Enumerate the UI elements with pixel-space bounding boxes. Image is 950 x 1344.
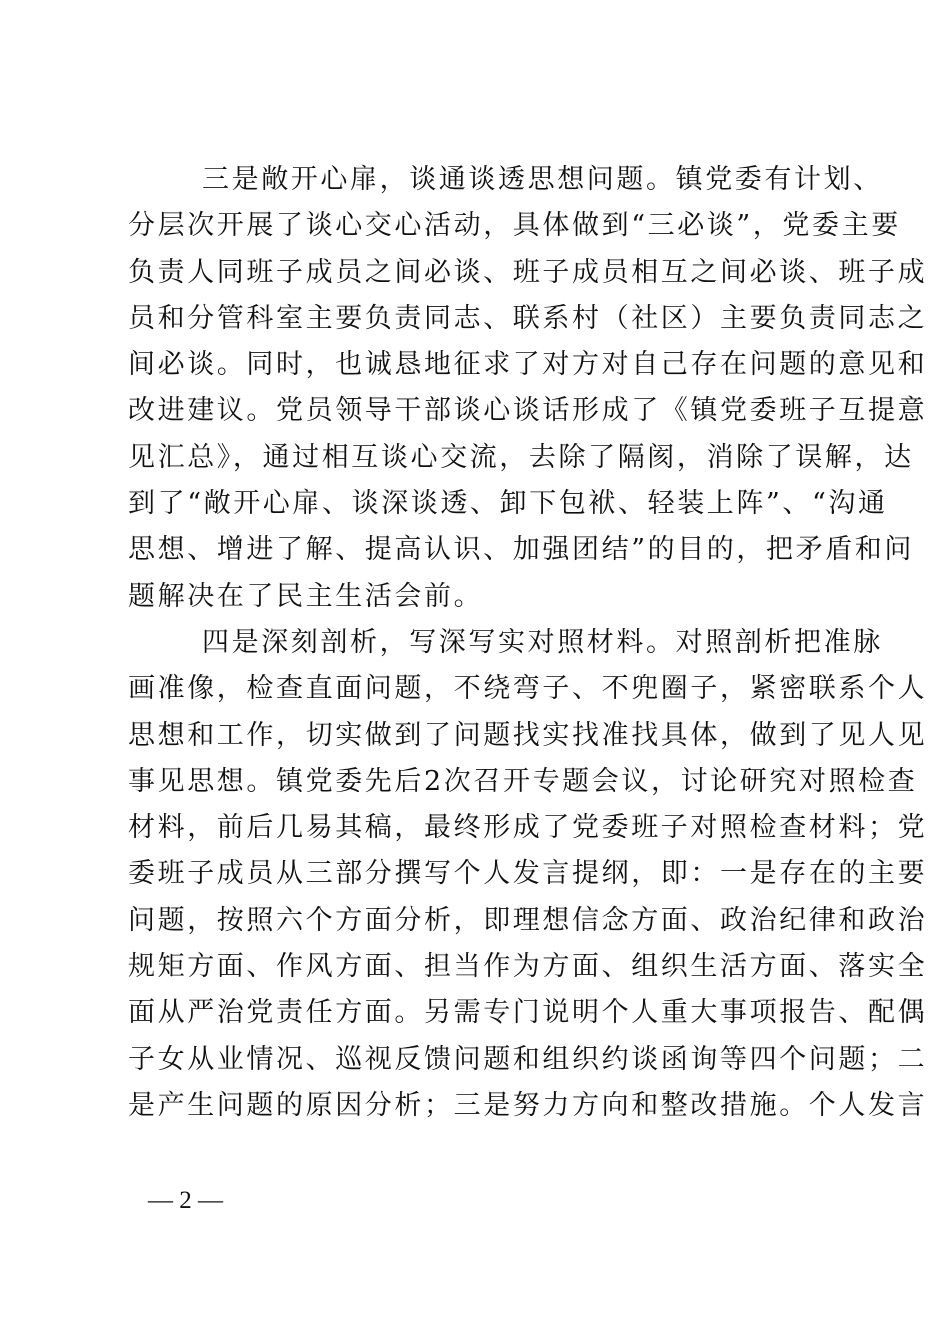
text-line: 题解决在了民主生活会前。 — [128, 580, 484, 612]
paragraph-3 — [128, 157, 928, 620]
text-line: 是产生问题的原因分析；三是努力方向和整改措施。个人发言 — [128, 1089, 928, 1121]
text-line: 问题，按照六个方面分析，即理想信念方面、政治纪律和政治 — [128, 904, 928, 936]
text-line: 到了“敞开心扉、谈深谈透、卸下包袱、轻装上阵”、“沟通 — [128, 488, 888, 520]
text-line: 改进建议。党员领导干部谈心谈话形成了《镇党委班子互提意 — [128, 395, 928, 427]
text-line: 材料，前后几易其稿，最终形成了党委班子对照检查材料；党 — [128, 812, 928, 844]
text-line: 画准像，检查直面问题，不绕弯子、不兜圈子，紧密联系个人 — [128, 673, 928, 705]
text-line: 面从严治党责任方面。另需专门说明个人重大事项报告、配偶 — [128, 997, 928, 1029]
text-line: 负责人同班子成员之间必谈、班子成员相互之间必谈、班子成 — [128, 256, 928, 288]
text-line: 规矩方面、作风方面、担当作为方面、组织生活方面、落实全 — [128, 951, 928, 983]
page-number: — 2 — — [148, 1187, 223, 1214]
text-line: 间必谈。同时，也诚恳地征求了对方对自己存在问题的意见和 — [128, 349, 928, 381]
text-line: 事见思想。镇党委先后2次召开专题会议，讨论研究对照检查 — [128, 765, 918, 797]
text-line: 思想和工作，切实做到了问题找实找准找具体，做到了见人见 — [128, 719, 928, 751]
text-line: 分层次开展了谈心交心活动，具体做到“三必谈”，党委主要 — [128, 210, 901, 242]
paragraph-4 — [128, 620, 928, 1129]
text-line: 思想、增进了解、提高认识、加强团结”的目的，把矛盾和问 — [128, 534, 915, 566]
document-body — [128, 157, 928, 1129]
text-line: 四是深刻剖析，写深写实对照材料。对照剖析把准脉 — [202, 626, 883, 658]
text-line: 子女从业情况、巡视反馈问题和组织约谈函询等四个问题；二 — [128, 1043, 928, 1075]
text-line: 三是敞开心扉，谈通谈透思想问题。镇党委有计划、 — [202, 164, 883, 195]
text-line: 员和分管科室主要负责同志、联系村（社区）主要负责同志之 — [128, 302, 928, 334]
text-line: 委班子成员从三部分撰写个人发言提纲，即：一是存在的主要 — [128, 858, 928, 890]
text-line: 见汇总》，通过相互谈心交流，去除了隔阂，消除了误解，达 — [128, 441, 914, 473]
